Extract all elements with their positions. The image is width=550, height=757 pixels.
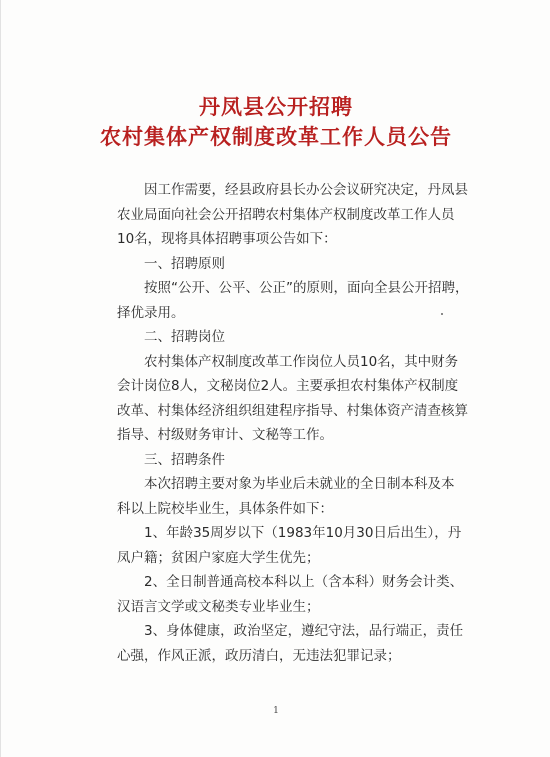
body-line: 2、全日制普通高校本科以上（含本科）财务会计类、 <box>144 574 464 590</box>
body-line: 凤户籍；贫困户家庭大学生优先； <box>117 549 320 566</box>
body-line: 因工作需要，经县政府县长办公会议研究决定，丹凤县 <box>144 182 468 198</box>
title-line-2: 农村集体产权制度改革工作人员公告 <box>100 124 452 149</box>
body-line: 按照“公开、公平、公正”的原则，面向全县公开招聘， <box>144 280 469 296</box>
body-line: 指导、村级财务审计、文秘等工作。 <box>117 427 333 443</box>
body-line: 会计岗位8人，文秘岗位2人。主要承担农村集体产权制度 <box>117 378 459 394</box>
scan-speck <box>441 313 443 315</box>
body-line: 三、招聘条件 <box>144 451 225 468</box>
body-line: 改革、村集体经济组织组建程序指导、村集体资产清查核算 <box>117 402 468 419</box>
body-line: 一、招聘原则 <box>144 255 225 272</box>
body-line: 汉语言文学或文秘类专业毕业生； <box>117 598 320 615</box>
body-line: 本次招聘主要对象为毕业后未就业的全日制本科及本 <box>144 476 455 492</box>
body-line: 二、招聘岗位 <box>144 329 225 345</box>
body-line: 择优录用。 <box>117 304 185 321</box>
body-text <box>117 178 477 668</box>
body-line: 10名，现将具体招聘事项公告如下： <box>117 231 337 247</box>
title-line-1: 丹凤县公开招聘 <box>199 94 353 119</box>
body-line: 心强，作风正派，政历清白，无违法犯罪记录； <box>117 647 401 664</box>
body-line: 农村集体产权制度改革工作岗位人员10名，其中财务 <box>144 353 459 370</box>
body-line: 科以上院校毕业生，具体条件如下： <box>117 500 333 517</box>
page-number: 1 <box>273 706 279 716</box>
body-line: 农业局面向社会公开招聘农村集体产权制度改革工作人员 <box>117 206 455 223</box>
body-line: 1、年龄35周岁以下（1983年10月30日后出生），丹 <box>144 525 462 541</box>
body-line: 3、身体健康，政治坚定，遵纪守法，品行端正，责任 <box>144 623 464 639</box>
